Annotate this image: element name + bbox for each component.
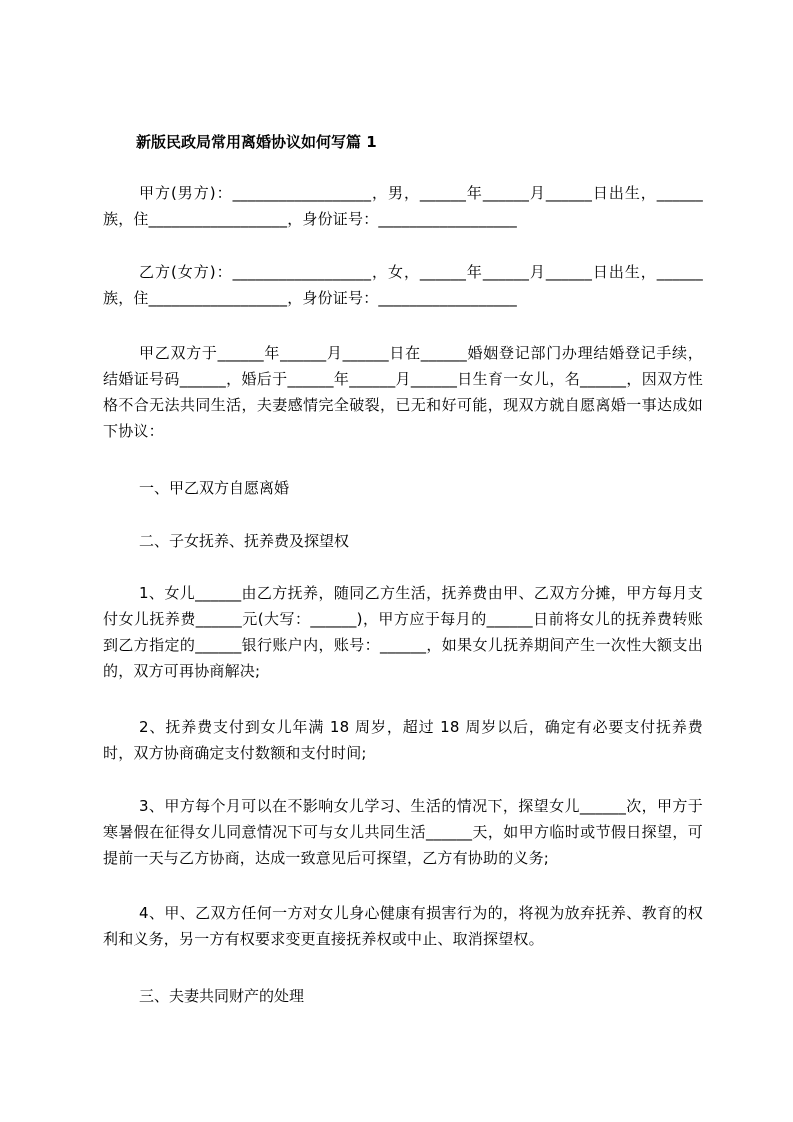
- party-a-paragraph: 甲方(男方)：__________________，男，______年______月______日出生，______族，住__________________，身份证号：__________________: [103, 184, 703, 228]
- preamble-paragraph: 甲乙双方于______年______月______日在______婚姻登记部门办理结婚登记手续，结婚证号码______，婚后于______年______月______日生育一女儿，名______，因双方性格不合无法共同生活，夫妻感情完全破裂，已无和好可能，现双方就自愿离婚一事达成如下协议：: [103, 344, 703, 440]
- clause-2-2-paragraph: 2、抚养费支付到女儿年满 18 周岁，超过 18 周岁以后，确定有必要支付抚养费时，双方协商确定支付数额和支付时间;: [103, 718, 703, 762]
- section-2-heading: 二、子女抚养、抚养费及探望权: [139, 532, 350, 550]
- clause-2-4-paragraph: 4、甲、乙双方任何一方对女儿身心健康有损害行为的，将视为放弃抚养、教育的权利和义务，另一方有权要求变更直接抚养权或中止、取消探望权。: [103, 904, 703, 948]
- document-title: 新版民政局常用离婚协议如何写篇 1: [136, 133, 377, 151]
- section-1-heading: 一、甲乙双方自愿离婚: [139, 479, 290, 497]
- section-3-heading: 三、夫妻共同财产的处理: [139, 987, 305, 1005]
- party-b-paragraph: 乙方(女方)：__________________，女，______年______月______日出生，______族，住__________________，身份证号：__________________: [103, 263, 703, 307]
- clause-2-3-paragraph: 3、甲方每个月可以在不影响女儿学习、生活的情况下，探望女儿______次，甲方于寒暑假在征得女儿同意情况下可与女儿共同生活______天，如甲方临时或节假日探望，可提前一天与乙方协商，达成一致意见后可探望，乙方有协助的义务;: [103, 797, 703, 867]
- clause-2-1-paragraph: 1、女儿______由乙方抚养，随同乙方生活，抚养费由甲、乙双方分摊，甲方每月支付女儿抚养费______元(大写：______)，甲方应于每月的______日前将女儿的抚养费转账到乙方指定的______银行账户内，账号：______，如果女儿抚养期间产生一次性大额支出的，双方可再协商解决;: [103, 584, 703, 680]
